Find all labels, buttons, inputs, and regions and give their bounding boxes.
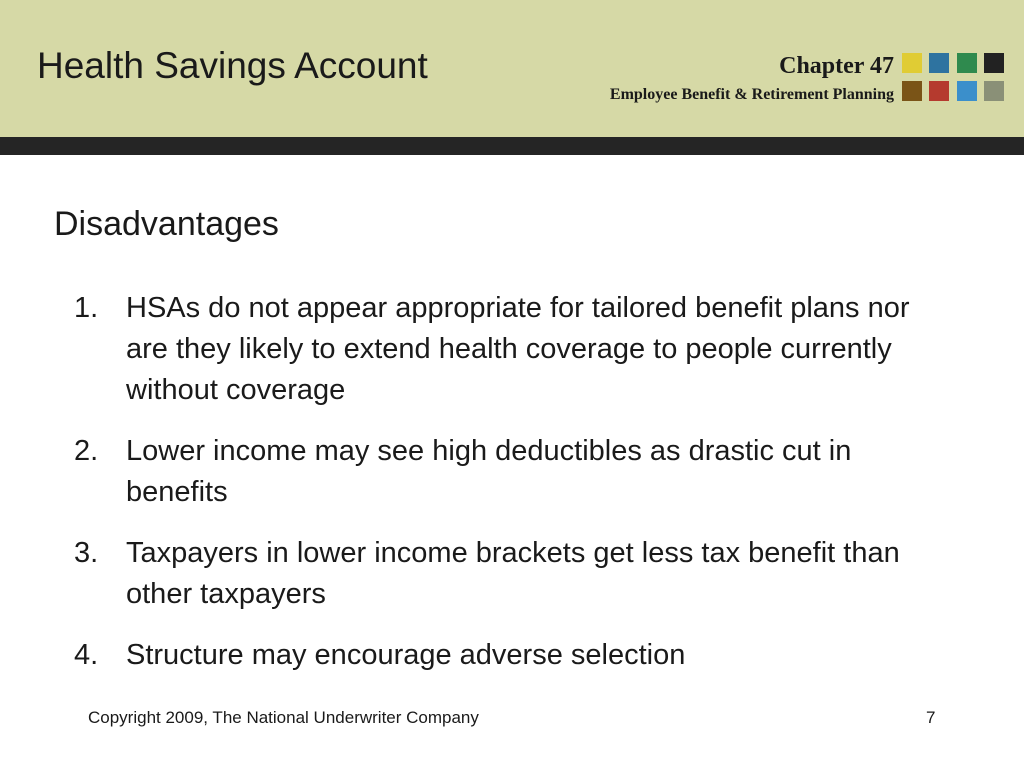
list-item-text: Lower income may see high deductibles as drastic cut in benefits — [126, 435, 852, 508]
logo-square — [984, 53, 1004, 73]
list-item — [74, 288, 914, 411]
book-title: Employee Benefit & Retirement Planning — [609, 86, 894, 103]
list-item-number: 1. — [74, 292, 99, 324]
logo-square — [957, 81, 977, 101]
list-item-number: 2. — [74, 435, 99, 467]
list-item — [74, 533, 914, 615]
logo-square — [957, 53, 977, 73]
list-item-text: Structure may encourage adverse selection — [126, 639, 686, 671]
list-item-text: Taxpayers in lower income brackets get less tax benefit than other taxpayers — [126, 537, 900, 610]
color-squares-logo — [902, 53, 1006, 103]
list-item-number: 3. — [74, 537, 99, 569]
logo-square — [984, 81, 1004, 101]
list-item-text: HSAs do not appear appropriate for tailored benefit plans nor are they likely to extend health coverage to people currently without coverage — [126, 292, 910, 406]
list-item-number: 4. — [74, 639, 99, 671]
list-item — [74, 635, 914, 676]
slide-header — [0, 0, 1024, 137]
disadvantages-list — [74, 288, 914, 696]
page-number: 7 — [926, 708, 936, 727]
logo-square — [929, 81, 949, 101]
chapter-label: Chapter 47 — [779, 53, 894, 79]
slide-title: Health Savings Account — [37, 45, 428, 86]
logo-square — [929, 53, 949, 73]
copyright-footer: Copyright 2009, The National Underwriter Company — [88, 708, 479, 727]
section-heading: Disadvantages — [54, 205, 279, 243]
list-item — [74, 431, 914, 513]
header-divider-bar — [0, 137, 1024, 155]
logo-square — [902, 53, 922, 73]
logo-square — [902, 81, 922, 101]
